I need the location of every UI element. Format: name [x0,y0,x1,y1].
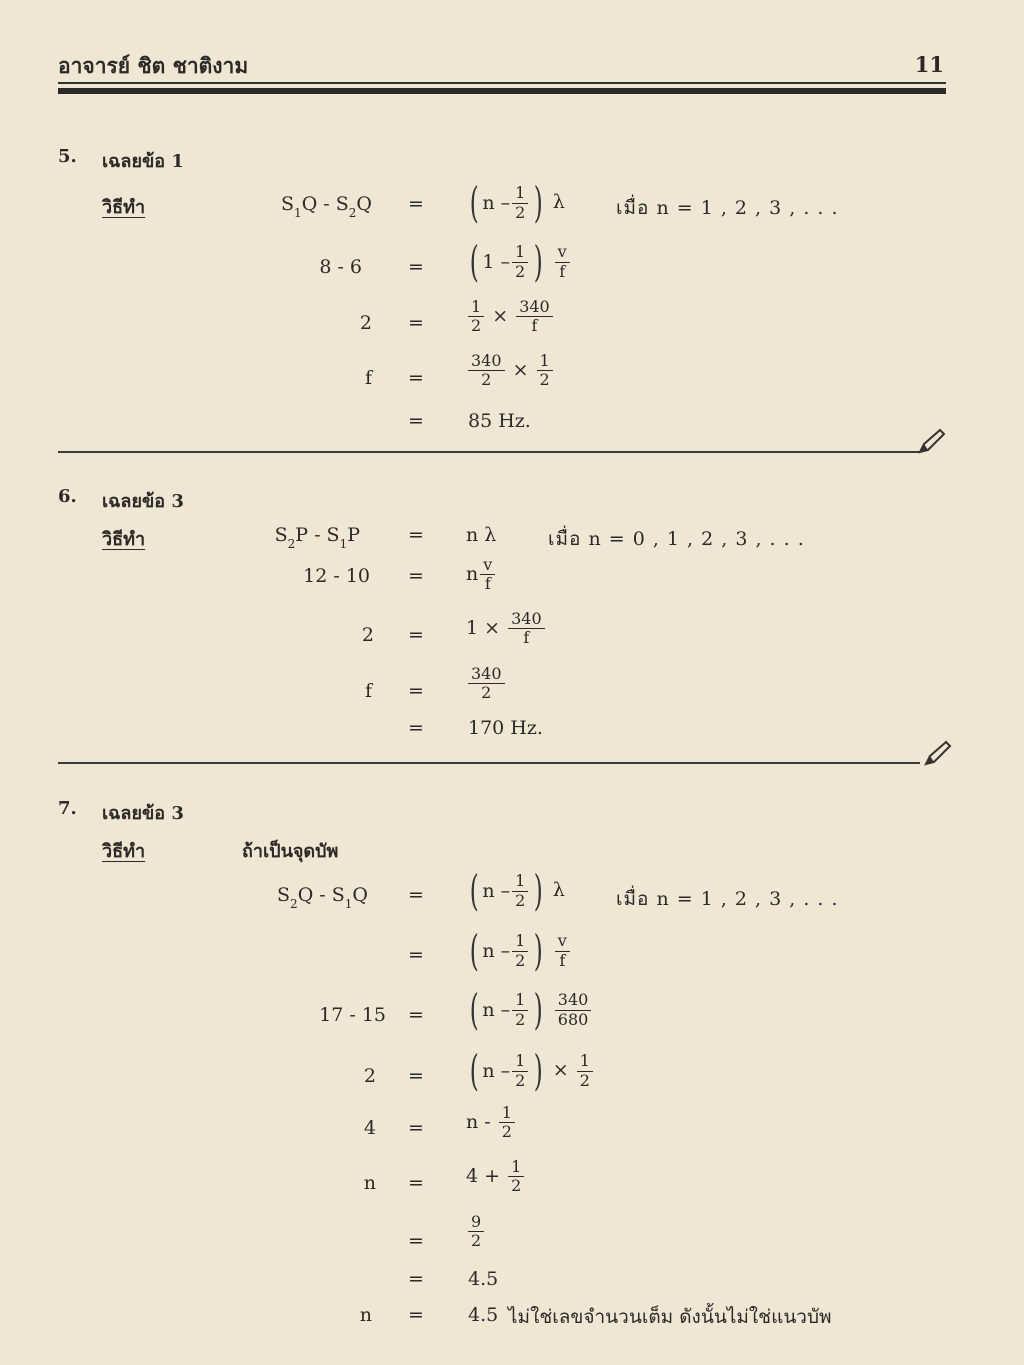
equals-sign: = [408,1268,424,1290]
q7-rhs-2: ( n – $\frac{1}{2}$ ) $\frac{v}{f}$ [466,930,572,972]
q5-rhs-4: $\frac{340}{2}$ × $\frac{1}{2}$ [466,352,555,390]
q7-lhs-path-diff: $S_2Q - S_1Q$ [277,884,368,911]
q7-rhs-4: ( n – $\frac{1}{2}$ ) × $\frac{1}{2}$ [466,1050,595,1092]
q5-lhs-path-diff: $S_1Q - S_2Q$ [281,193,372,220]
q7-rhs-8: 4.5 [468,1268,499,1290]
q5-lhs-4: f [364,367,372,389]
q7-rhs-1: ( n – $\frac{1}{2}$ ) λ [469,866,565,915]
q7-lhs-2: 17 - 15 [319,1004,386,1026]
equals-sign: = [408,1065,424,1087]
q5-number: 5. [58,146,77,167]
q5-condition: เมื่อ n = 1 , 2 , 3 , . . . [616,197,839,219]
q7-method-label: วิธีทำ [102,841,146,862]
q6-lhs-path-diff: $S_2P - S_1P$ [274,524,360,551]
q5-result: 85 Hz. [468,410,531,432]
header-rule-thick [58,88,946,94]
page-number: 11 [914,52,944,77]
equals-sign: = [408,367,424,389]
q5-method-label: วิธีทำ [102,197,146,218]
q7-rhs-3: ( n – $\frac{1}{2}$ ) $\frac{340}{680}$ [466,989,593,1031]
equals-sign: = [408,1172,424,1194]
q6-result: 170 Hz. [468,717,543,739]
q6-condition: เมื่อ n = 0 , 1 , 2 , 3 , . . . [548,528,805,550]
q6-rhs-3: 1 × $\frac{340}{f}$ [466,610,547,648]
q7-rhs-5: n - $\frac{1}{2}$ [466,1104,517,1142]
q7-lhs-4: 4 [363,1117,376,1139]
q6-answer: เฉลยข้อ 3 [102,491,184,512]
equals-sign: = [408,717,424,739]
section-divider [58,762,920,764]
q7-rhs-6: 4 + $\frac{1}{2}$ [466,1158,526,1196]
equals-sign: = [408,256,424,278]
q6-method-label: วิธีทำ [102,529,146,550]
pencil-icon [922,738,952,768]
q6-lhs-2: 12 - 10 [303,565,370,587]
equals-sign: = [408,680,424,702]
equals-sign: = [408,944,424,966]
q7-answer: เฉลยข้อ 3 [102,803,184,824]
q7-node-note: ถ้าเป็นจุดบัพ [242,841,339,862]
equals-sign: = [408,624,424,646]
author-name: อาจารย์ ชิต ชาติงาม [58,53,249,78]
q7-lhs-5: n [363,1172,376,1194]
q7-condition: เมื่อ n = 1 , 2 , 3 , . . . [616,888,839,910]
q7-conclusion: ไม่ใช่เลขจำนวนเต็ม ดังนั้นไม่ใช่แนวบัพ [508,1306,832,1328]
q5-rhs-3: $\frac{1}{2}$ × $\frac{340}{f}$ [466,298,555,336]
equals-sign: = [408,1117,424,1139]
equals-sign: = [408,410,424,432]
q6-lhs-3: 2 [361,624,374,646]
section-divider [58,451,920,453]
equals-sign: = [408,193,424,215]
q5-lhs-2: 8 - 6 [319,256,362,278]
equals-sign: = [408,884,424,906]
q5-rhs-2: ( 1 – $\frac{1}{2}$ ) $\frac{v}{f}$ [466,241,572,283]
equals-sign: = [408,1004,424,1026]
q5-lhs-3: 2 [359,312,372,334]
q7-rhs-7: $\frac{9}{2}$ [466,1213,486,1251]
q5-rhs-1: ( n – $\frac{1}{2}$ ) λ [469,178,565,227]
q7-final-value: 4.5 [468,1304,499,1326]
equals-sign: = [408,565,424,587]
q6-number: 6. [58,486,77,507]
equals-sign: = [408,1230,424,1252]
q7-lhs-3: 2 [363,1065,376,1087]
q6-rhs-1: n λ [466,524,497,546]
header-rule-thin [58,82,946,84]
q7-lhs-6: n [359,1304,372,1326]
q6-rhs-4: $\frac{340}{2}$ [466,665,507,703]
equals-sign: = [408,524,424,546]
q7-number: 7. [58,798,77,819]
pencil-icon [916,426,946,456]
q6-lhs-4: f [364,680,372,702]
q5-answer: เฉลยข้อ 1 [102,151,184,172]
equals-sign: = [408,312,424,334]
q6-rhs-2: n $\frac{v}{f}$ [466,556,497,594]
equals-sign: = [408,1304,424,1326]
